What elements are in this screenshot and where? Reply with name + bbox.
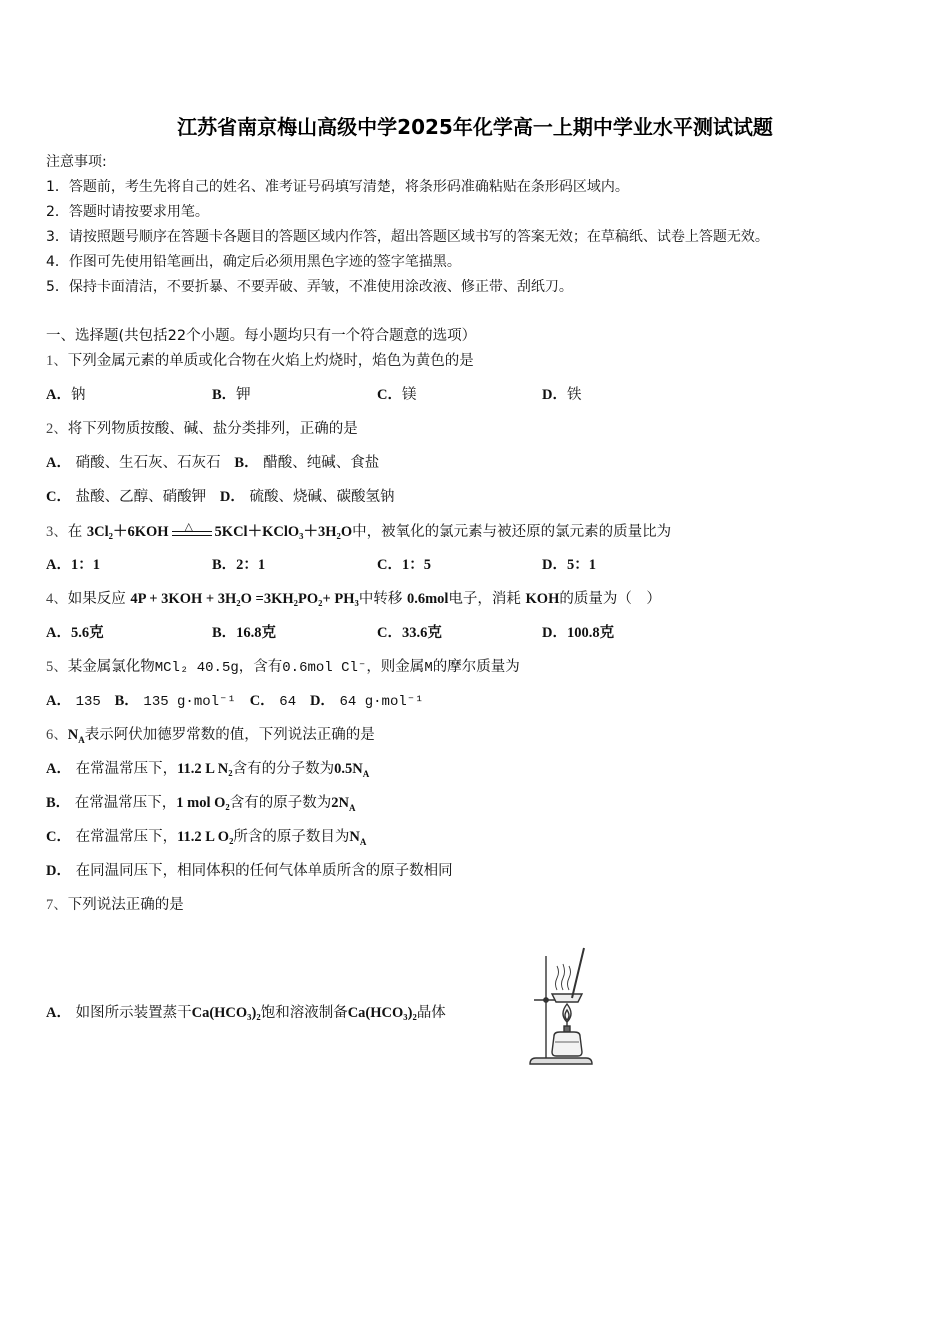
question-text: 下列金属元素的单质或化合物在火焰上灼烧时，焰色为黄色的是: [67, 353, 474, 369]
formula: MCl₂ 40.5g: [154, 660, 239, 676]
question-text: 的质量为（ ）: [559, 591, 661, 607]
question-number: 1、: [46, 353, 68, 369]
option-b[interactable]: B．钾: [212, 387, 251, 403]
option-c[interactable]: C．1：5: [377, 557, 431, 573]
question-1-stem: [46, 351, 474, 371]
option-d[interactable]: D．100.8克: [542, 625, 615, 641]
question-number: 4、: [46, 591, 68, 607]
notice-item-3: 3．请按照题号顺序在答题卡各题目的答题区域内作答，超出答题区域书写的答案无效；在草稿纸、试卷上答题无效。: [46, 229, 769, 245]
option-d[interactable]: D． 硫酸、烧碱、碳酸氢钠: [219, 489, 395, 505]
option-c[interactable]: C．33.6克: [377, 625, 442, 641]
question-2-options-row2: [46, 487, 395, 507]
question-text: 的摩尔质量为: [432, 659, 520, 675]
question-text: 如果反应: [67, 591, 126, 607]
notice-item-4: 4．作图可先使用铅笔画出，确定后必须用黑色字迹的签字笔描黑。: [46, 254, 461, 270]
notice-item-5: 5．保持卡面清洁，不要折暴、不要弄破、弄皱，不准使用涂改液、修正带、刮纸刀。: [46, 279, 573, 295]
question-3-stem: [46, 521, 671, 542]
question-text: 在: [67, 524, 83, 540]
question-text-suffix: 中，被氧化的氯元素与被还原的氯元素的质量比为: [352, 524, 672, 540]
question-number: 2、: [46, 421, 68, 437]
question-text: 将下列物质按酸、碱、盐分类排列，正确的是: [67, 421, 358, 437]
metal-symbol: M: [424, 660, 433, 676]
option-d[interactable]: D．5：1: [542, 557, 596, 573]
option-b[interactable]: B．2：1: [212, 557, 266, 573]
question-text: ，含有: [238, 659, 283, 675]
question-2-options-row1: [46, 453, 379, 473]
question-2-stem: [46, 419, 358, 439]
question-7-stem: [46, 895, 184, 915]
option-a[interactable]: A．1：1: [46, 557, 100, 573]
question-5-stem: [46, 657, 520, 678]
option-c[interactable]: C． 64: [249, 693, 297, 710]
question-number: 6、: [46, 727, 68, 743]
reaction-equation: 4P + 3KOH + 3H₂O =3KH₂PO₂+ PH₃: [130, 591, 359, 607]
electron-amount: 0.6mol: [406, 591, 449, 607]
question-text: 下列说法正确的是: [67, 897, 184, 913]
option-c[interactable]: C． 盐酸、乙醇、硝酸钾: [46, 489, 207, 505]
equation-products: 5KCl＋KClO₃＋3H₂O: [214, 524, 353, 540]
page-title: 江苏省南京梅山高级中学2025年化学高一上期中学业水平测试试题: [177, 115, 773, 139]
question-7-option-a[interactable]: A． 如图所示装置蒸干Ca(HCO₃)₂饱和溶液制备Ca(HCO₃)₂晶体: [46, 1005, 446, 1021]
question-text: 中转移: [358, 591, 403, 607]
question-text: 电子，消耗: [448, 591, 521, 607]
notice-item-1: 1．答题前，考生先将自己的姓名、准考证号码填写清楚，将条形码准确粘贴在条形码区域内。: [46, 179, 629, 195]
delta-icon: △: [184, 520, 194, 533]
option-a[interactable]: A． 135: [46, 693, 101, 710]
notice-item-2: 2．答题时请按要求用笔。: [46, 204, 209, 220]
chloride-amount: 0.6mol Cl⁻: [282, 660, 367, 676]
question-number: 7、: [46, 897, 68, 913]
option-a[interactable]: A．5.6克: [46, 625, 104, 641]
option-b[interactable]: B． 醋酸、纯碱、食盐: [234, 455, 380, 471]
option-c[interactable]: C．镁: [377, 387, 417, 403]
option-d[interactable]: D． 64 g·mol⁻¹: [309, 693, 424, 710]
question-text: ，则金属: [366, 659, 425, 675]
option-a[interactable]: A．钠: [46, 387, 86, 403]
question-6-option-d[interactable]: D． 在同温同压下，相同体积的任何气体单质所含的原子数相同: [46, 863, 453, 879]
question-number: 5、: [46, 659, 68, 675]
heat-condition-equals-sign: [172, 521, 212, 539]
avogadro-symbol: $N_A$: [67, 727, 85, 745]
option-a[interactable]: A． 硝酸、生石灰、石灰石: [46, 455, 221, 471]
question-text: 表示阿伏加德罗常数的值，下列说法正确的是: [84, 727, 375, 743]
compound: KOH: [525, 591, 560, 607]
notice-heading: 注意事项:: [46, 154, 107, 170]
evaporation-apparatus-icon: [524, 942, 596, 1070]
section-heading: 一、选择题(共包括22个小题。每小题均只有一个符合题意的选项）: [46, 328, 477, 344]
question-6-option-c[interactable]: C． 在常温常压下，11.2 L O₂所含的原子数目为$N_A$: [46, 829, 367, 847]
question-6-option-b[interactable]: B． 在常温常压下，1 mol O₂含有的原子数为$2N_A$: [46, 795, 356, 813]
question-5-options: [46, 691, 424, 712]
option-b[interactable]: B．16.8克: [212, 625, 277, 641]
question-6-stem: [46, 725, 375, 745]
question-number: 3、: [46, 524, 68, 540]
option-b[interactable]: B． 135 g·mol⁻¹: [114, 693, 236, 710]
question-6-option-a[interactable]: A． 在常温常压下，11.2 L N₂含有的分子数为$0.5N_A$: [46, 761, 370, 779]
question-text: 某金属氯化物: [67, 659, 155, 675]
equation-reactants: 3Cl₂＋6KOH: [86, 524, 169, 540]
question-4-stem: [46, 589, 661, 609]
option-d[interactable]: D．铁: [542, 387, 582, 403]
